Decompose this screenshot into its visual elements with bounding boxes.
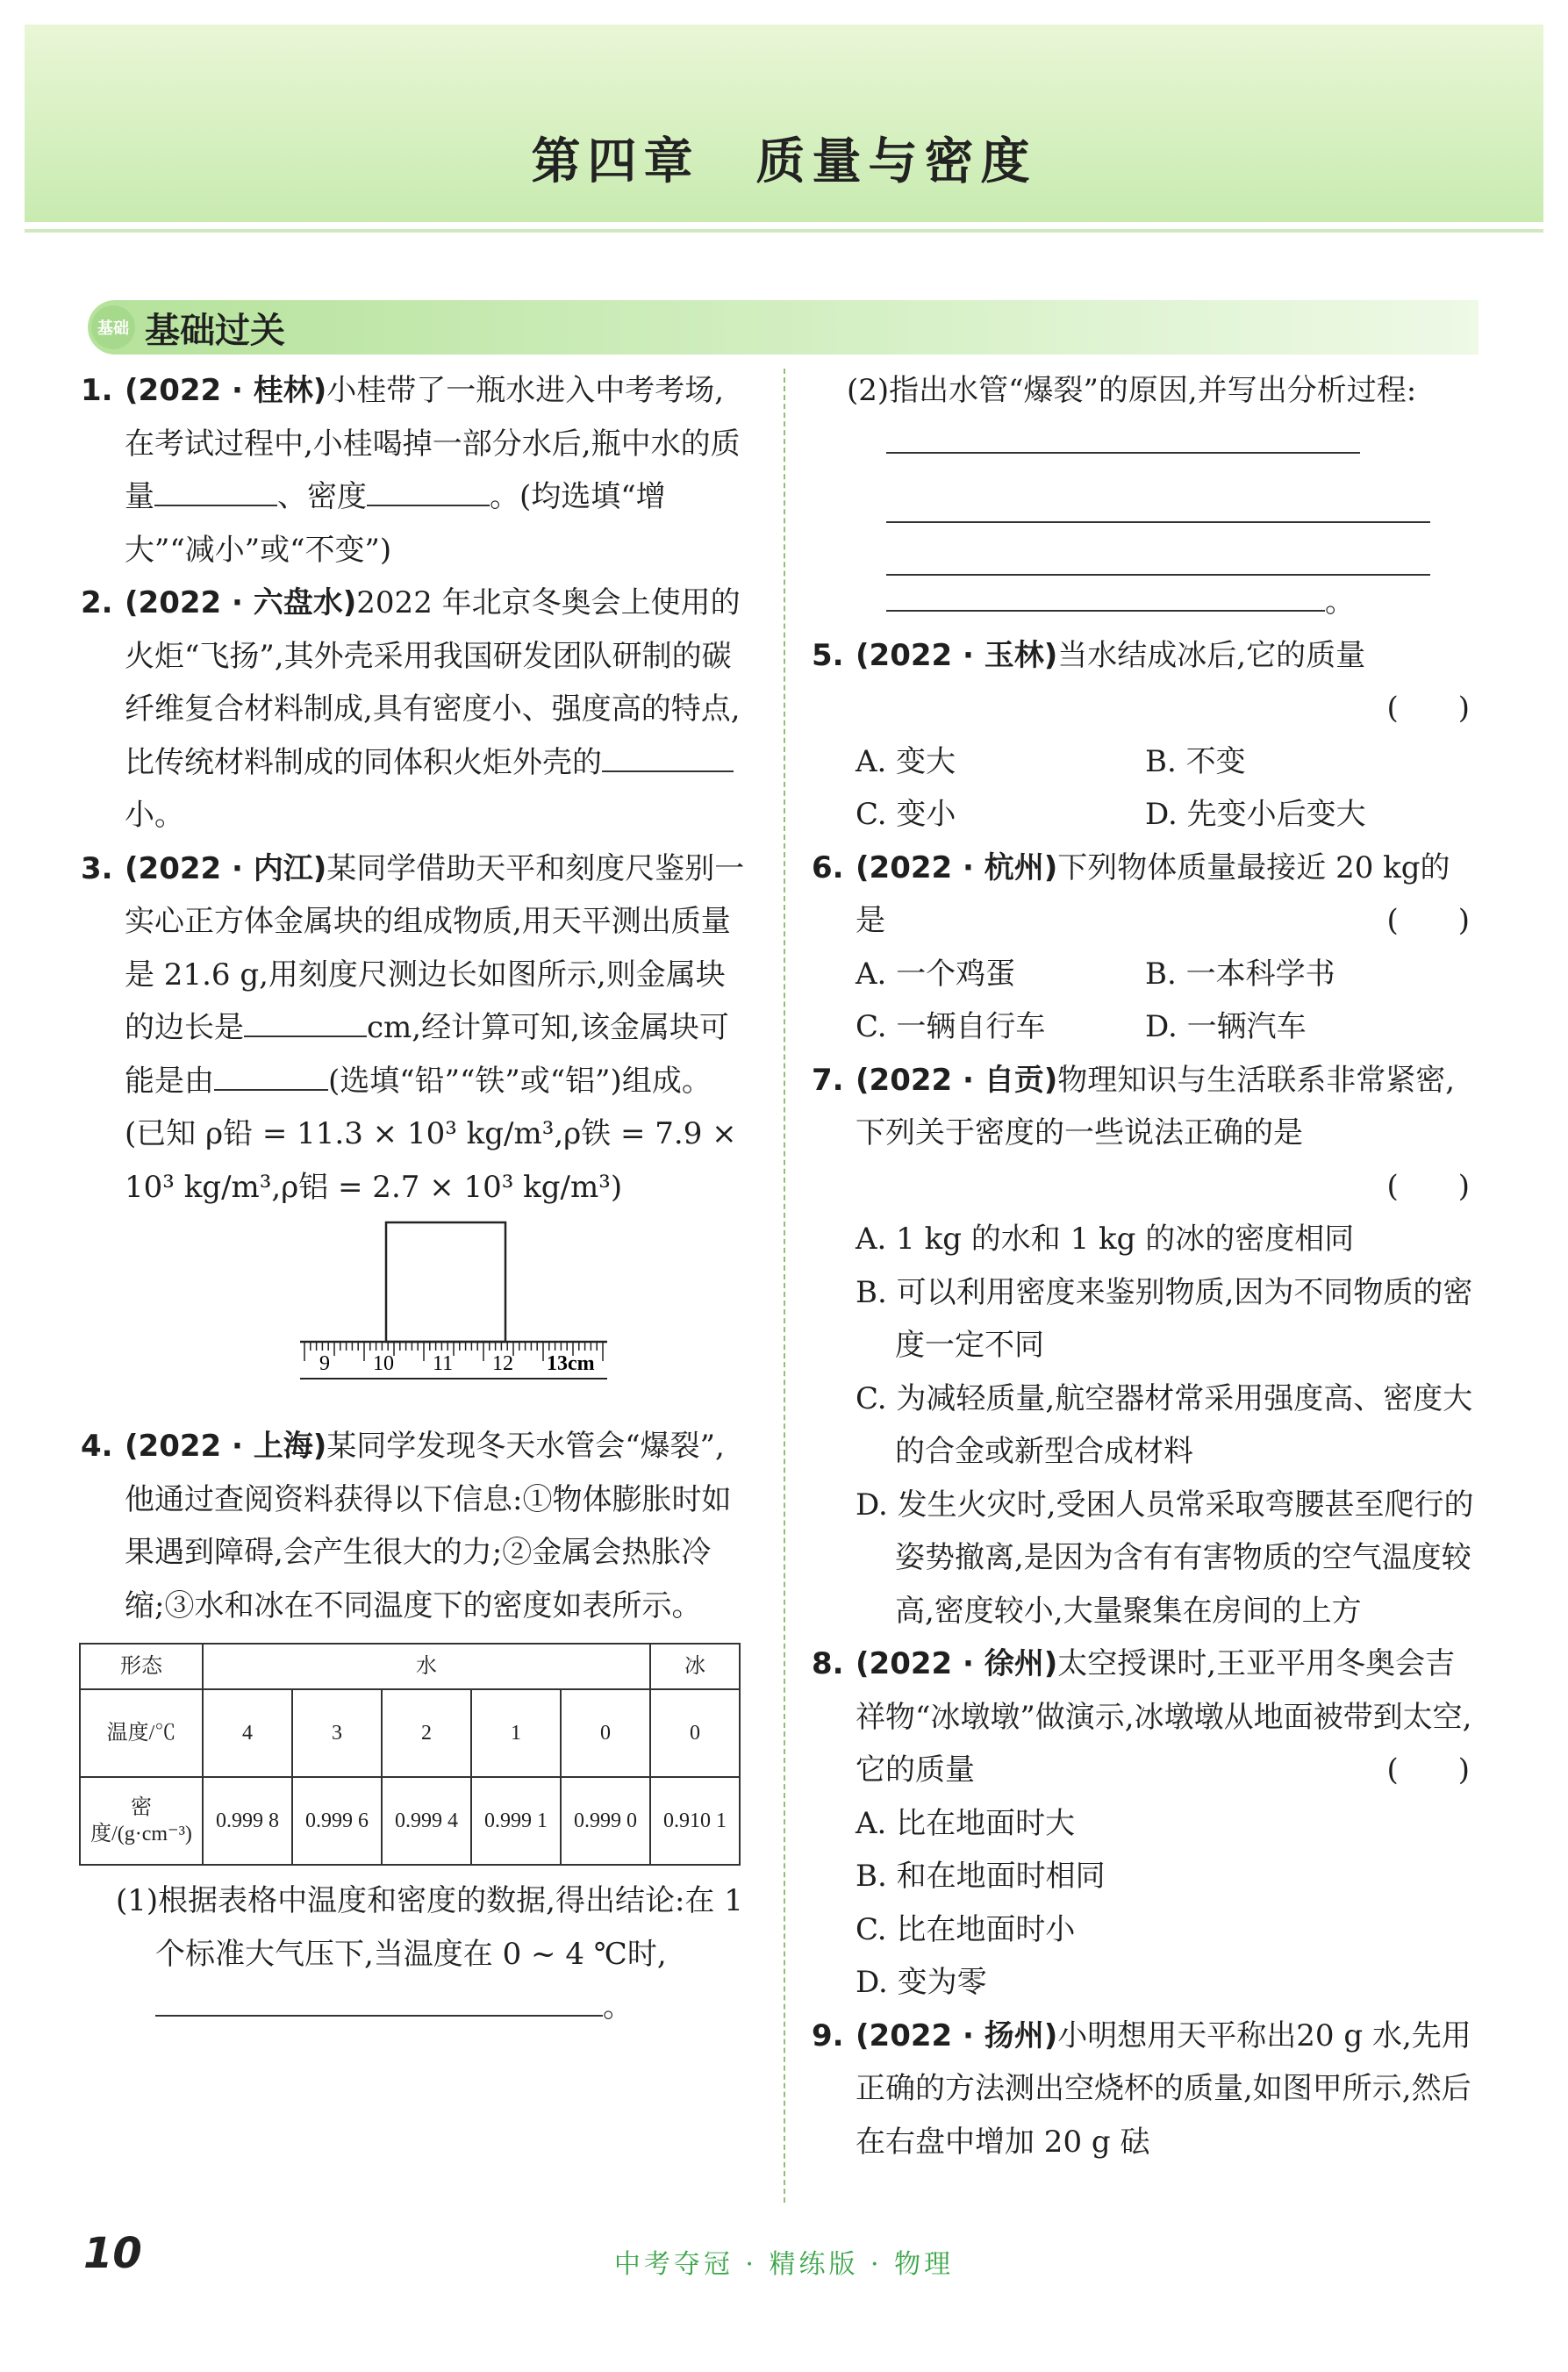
question-text: 某同学发现冬天水管会“爆裂”,他通过查阅资料获得以下信息:①物体膨胀时如果遇到障碍,会产生很大的力;②金属会热胀冷缩;③水和冰在不同温度下的密度如表所示。: [125, 1429, 732, 1623]
question-text: (选填“铅”“铁”或“铝”)组成。(已知: [125, 1063, 712, 1151]
question-source: (2022 · 扬州): [856, 2017, 1058, 2053]
density-lead: ρ铅 = 11.3 × 10³ kg/m³: [205, 1116, 555, 1151]
answer-paren[interactable]: ( ): [1386, 903, 1470, 938]
section-badge-icon: 基础: [91, 305, 135, 349]
option[interactable]: C. 比在地面时小: [856, 1911, 1076, 1947]
density-table: [79, 1643, 741, 1866]
answer-blank[interactable]: [154, 475, 277, 506]
option[interactable]: A. 一个鸡蛋: [856, 956, 1016, 992]
table-row-label: 密度/(g·cm⁻³): [80, 1777, 203, 1865]
option[interactable]: D. 变为零: [856, 1965, 987, 2000]
question-7: [812, 1054, 1479, 1638]
question-5: [812, 629, 1479, 842]
answer-blank[interactable]: [506, 1985, 603, 2017]
table-cell: 1: [471, 1689, 561, 1777]
answer-blank[interactable]: [155, 1985, 506, 2017]
table-cell: 3: [292, 1689, 382, 1777]
options-row: [856, 735, 1479, 789]
answer-blank[interactable]: [214, 1059, 328, 1091]
section-title: 基础过关: [145, 311, 285, 351]
option[interactable]: D. 发生火灾时,受困人员常采取弯腰甚至爬行的姿势撤离,是因为含有有害物质的空气温度较高,密度较小,大量聚集在房间的上方: [856, 1487, 1474, 1629]
question-source: (2022 · 六盘水): [125, 585, 357, 620]
question-text: (1)根据表格中温度和密度的数据,得出结论:在 1 个标准大气压下,当温度在 0 ~ 4 ℃时,: [116, 1883, 743, 1972]
question-source: (2022 · 玉林): [856, 637, 1058, 673]
question-number: 7.: [812, 1062, 844, 1098]
question-8: [812, 1637, 1479, 2010]
question-6: [812, 842, 1479, 1054]
table-cell: 0.999 0: [561, 1777, 650, 1865]
answer-paren[interactable]: ( ): [1386, 1168, 1470, 1204]
question-text: 。: [1325, 584, 1355, 620]
question-number: 6.: [812, 849, 844, 885]
answer-line[interactable]: [886, 523, 1430, 576]
ruler-label: 9: [319, 1352, 330, 1375]
answer-blank[interactable]: [886, 422, 1360, 454]
density-iron: ρ铁 = 7.9 × 10³ kg/m³: [125, 1116, 737, 1205]
question-3: 3. (2022 · 内江)某同学借助天平和刻度尺鉴别一实心正方体金属块的组成物质,用天平测出质量是 21.6 g,用刻度尺测边长如图所示,则金属块的边长是 cm,经计算可知,该金属块可能是由 (选填“铅”“铁”或“铝”)组成。(已知 ρ铅 = 11.3 × 10³ kg/m³,ρ铁 = 7.9 × 10³ kg/m³,ρ铝 = 2.7 × 10³ kg/m³) 9 10 11 12 13cm: [81, 842, 748, 1421]
options-row: [856, 948, 1479, 1001]
answer-paren[interactable]: ( ): [1386, 1752, 1470, 1788]
ruler-label: 13cm: [547, 1352, 595, 1375]
ruler-label: 12: [492, 1352, 513, 1375]
table-header: 形态: [80, 1644, 203, 1689]
footer-brand: 中考夺冠 · 精练版 · 物理: [613, 2249, 955, 2280]
question-source: (2022 · 杭州): [856, 849, 1058, 885]
answer-blank[interactable]: [244, 1006, 367, 1037]
option[interactable]: C. 一辆自行车: [856, 1009, 1046, 1044]
ruler-diagram: [125, 1214, 791, 1420]
table-cell: 0.999 8: [203, 1777, 292, 1865]
section-band: [88, 300, 1479, 355]
table-cell: 0.910 1: [650, 1777, 740, 1865]
question-source: (2022 · 桂林): [125, 373, 327, 408]
option[interactable]: C. 变小: [856, 797, 956, 832]
option[interactable]: D. 先变小后变大: [1145, 797, 1366, 832]
question-2: [81, 577, 748, 842]
table-cell: 0.999 4: [382, 1777, 471, 1865]
question-text: 。(均选填“增大”“减小”或“不变”): [125, 479, 666, 568]
answer-blank[interactable]: [602, 741, 734, 772]
question-text: 。: [603, 1989, 633, 2024]
left-column: [81, 364, 748, 2034]
question-number: 5.: [812, 637, 844, 673]
question-text: 、密度: [277, 479, 367, 514]
question-text: 物理知识与生活联系非常紧密,下列关于密度的一些说法正确的是: [856, 1062, 1456, 1150]
question-source: (2022 · 上海): [125, 1429, 327, 1464]
question-text: 下列物体质量最接近 20 kg的是: [856, 849, 1450, 938]
answer-blank[interactable]: [886, 580, 1325, 612]
question-4-part-2: [812, 364, 1479, 470]
table-cell: 0: [650, 1689, 740, 1777]
question-source: (2022 · 自贡): [856, 1062, 1058, 1098]
ruler-figure: [125, 1214, 748, 1420]
table-cell: 2: [382, 1689, 471, 1777]
chapter-title: 第四章 质量与密度: [531, 133, 1037, 190]
answer-lines: [812, 470, 1430, 629]
question-4-part-1: [81, 1874, 748, 2034]
table-row-label: 温度/℃: [80, 1689, 203, 1777]
question-text: 小明想用天平称出20 g 水,先用正确的方法测出空烧杯的质量,如图甲所示,然后在右盘中增加 20 g 砝: [856, 2017, 1471, 2160]
options-row: [856, 788, 1479, 842]
question-number: 9.: [812, 2017, 844, 2053]
question-text: ): [610, 1169, 623, 1205]
question-number: 8.: [812, 1646, 844, 1681]
option[interactable]: B. 可以利用密度来鉴别物质,因为不同物质的密度一定不同: [856, 1274, 1473, 1363]
question-source: (2022 · 徐州): [856, 1646, 1058, 1681]
ruler-label: 10: [373, 1352, 394, 1375]
question-number: 4.: [81, 1429, 113, 1464]
option[interactable]: B. 一本科学书: [1145, 956, 1335, 992]
option[interactable]: C. 为减轻质量,航空器材常采用强度高、密度大的合金或新型合成材料: [856, 1380, 1473, 1469]
question-4: [81, 1420, 748, 1632]
right-column: [812, 364, 1479, 2168]
density-aluminium: ρ铝 = 2.7 × 10³ kg/m³: [281, 1169, 611, 1205]
options-row: [856, 1000, 1479, 1054]
option[interactable]: A. 比在地面时大: [856, 1805, 1076, 1841]
question-text: 2022 年北京冬奥会上使用的火炬“飞扬”,其外壳采用我国研发团队研制的碳纤维复合材料制成,具有密度小、强度高的特点,比传统材料制成的同体积火炬外壳的: [125, 585, 741, 780]
option[interactable]: D. 一辆汽车: [1145, 1009, 1307, 1044]
ruler-label: 11: [433, 1352, 454, 1375]
question-text: 某同学借助天平和刻度尺鉴别一实心正方体金属块的组成物质,用天平测出质量是 21.6 g,用刻度尺测边长如图所示,则金属块的边长是: [125, 850, 745, 1045]
question-text: 当水结成冰后,它的质量: [1057, 637, 1366, 673]
question-number: 1.: [81, 373, 113, 408]
table-cell: 0.999 6: [292, 1777, 382, 1865]
question-text: 小桂带了一瓶水进入中考考场,在考试过程中,小桂喝掉一部分水后,瓶中水的质量: [125, 373, 741, 514]
table-cell: 0: [561, 1689, 650, 1777]
question-text: 太空授课时,王亚平用冬奥会吉祥物“冰墩墩”做演示,冰墩墩从地面被带到太空,它的质量: [856, 1646, 1472, 1788]
question-text: cm,经计算可知,该金属块可能是由: [125, 1010, 729, 1099]
answer-paren[interactable]: ( ): [1386, 691, 1470, 726]
option[interactable]: B. 和在地面时相同: [856, 1859, 1106, 1894]
answer-line[interactable]: [886, 470, 1430, 523]
table-cell: 4: [203, 1689, 292, 1777]
question-source: (2022 · 内江): [125, 850, 327, 886]
question-number: 2.: [81, 585, 113, 620]
table-header: 冰: [650, 1644, 740, 1689]
question-text: 小。: [125, 798, 184, 833]
option[interactable]: A. 变大: [856, 743, 956, 779]
table-header: 水: [203, 1644, 650, 1689]
question-1: [81, 364, 748, 577]
option[interactable]: B. 不变: [1145, 743, 1246, 779]
question-number: 3.: [81, 850, 113, 886]
metal-cube: [386, 1222, 505, 1342]
table-cell: 0.999 1: [471, 1777, 561, 1865]
question-9: [812, 2010, 1479, 2169]
page-number: 10: [83, 2229, 142, 2278]
option[interactable]: A. 1 kg 的水和 1 kg 的冰的密度相同: [856, 1222, 1355, 1257]
question-text: (2)指出水管“爆裂”的原因,并写出分析过程:: [847, 373, 1417, 408]
answer-blank[interactable]: [367, 475, 490, 506]
